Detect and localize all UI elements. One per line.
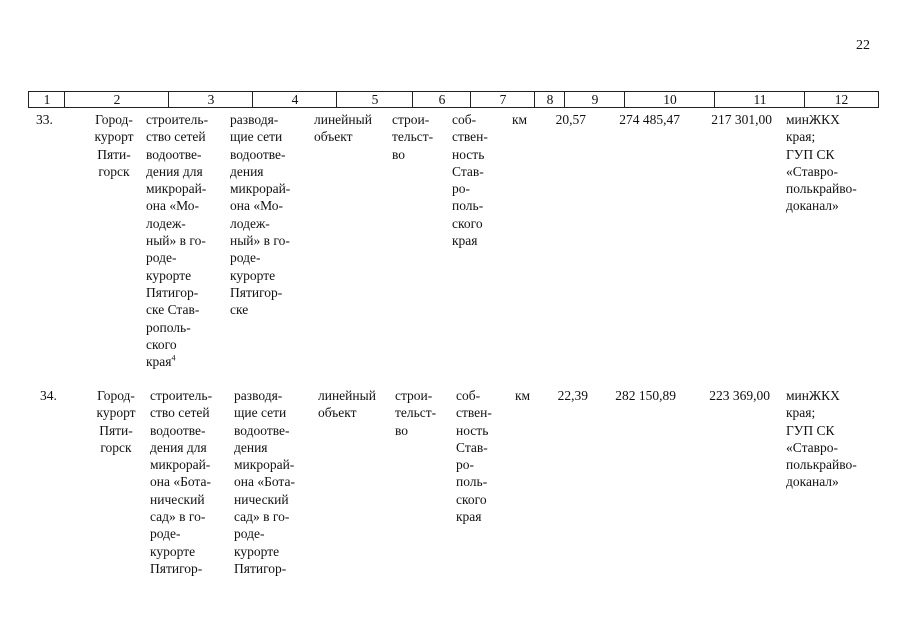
total-cost-cell: 282 150,89 [615, 388, 676, 403]
capacity-cell: 20,57 [555, 112, 586, 127]
work-type-cell: строи- тельст- во [395, 388, 437, 438]
footnote-mark: 4 [171, 353, 176, 363]
header-cell: 2 [64, 91, 169, 108]
purpose-cell: разводя- щие сети водоотве- дения микрорай- она «Мо- лодеж- ный» в го- роде- курорте Пятигор- ске [230, 112, 291, 318]
location-cell: Город- курорт Пяти- горск [96, 388, 136, 455]
capacity-cell: 22,39 [557, 388, 588, 403]
object-name-cell [146, 111, 220, 370]
header-cell: 9 [564, 91, 625, 108]
customer-cell: минЖКХ края; ГУП СК «Ставро- полькрайво- доканал» [786, 112, 857, 214]
row-number: 33. [36, 112, 53, 127]
header-cell: 3 [168, 91, 253, 108]
object-name-text: строитель- ство сетей водоотве- дения для микрорай- она «Бота- нический сад» в го- роде- курорте Пятигор- [150, 388, 213, 576]
ownership-cell: соб- ствен- ность Став- ро- поль- ского края [456, 388, 492, 525]
unit-cell: км [512, 112, 528, 127]
header-cell: 5 [336, 91, 413, 108]
budget-cost-cell: 223 369,00 [709, 388, 770, 403]
object-name-text: строитель- ство сетей водоотве- дения для микрорай- она «Мо- лодеж- ный» в го- роде- курорте Пятигор- ске Став- рополь- ского края [146, 112, 209, 370]
customer-cell: минЖКХ края; ГУП СК «Ставро- полькрайво- доканал» [786, 388, 857, 490]
unit-cell: км [515, 388, 531, 403]
header-cell: 11 [714, 91, 805, 108]
ownership-cell: соб- ствен- ность Став- ро- поль- ского края [452, 112, 488, 249]
page-number: 22 [856, 38, 870, 53]
header-cell: 8 [534, 91, 565, 108]
object-type-cell: линейный объект [314, 112, 372, 145]
header-cell: 6 [412, 91, 471, 108]
table-header [28, 91, 878, 108]
location-cell: Город- курорт Пяти- горск [94, 112, 134, 179]
total-cost-cell: 274 485,47 [619, 112, 680, 127]
object-name-cell [150, 387, 226, 577]
budget-cost-cell: 217 301,00 [711, 112, 772, 127]
row-number: 34. [40, 388, 57, 403]
header-cell: 7 [470, 91, 535, 108]
work-type-cell: строи- тельст- во [392, 112, 434, 162]
header-cell: 12 [804, 91, 879, 108]
header-cell: 1 [28, 91, 65, 108]
header-cell: 4 [252, 91, 337, 108]
object-type-cell: линейный объект [318, 388, 376, 421]
header-cell: 10 [624, 91, 715, 108]
purpose-cell: разводя- щие сети водоотве- дения микрорай- она «Бота- нический сад» в го- роде- курорте Пятигор- [234, 388, 295, 576]
